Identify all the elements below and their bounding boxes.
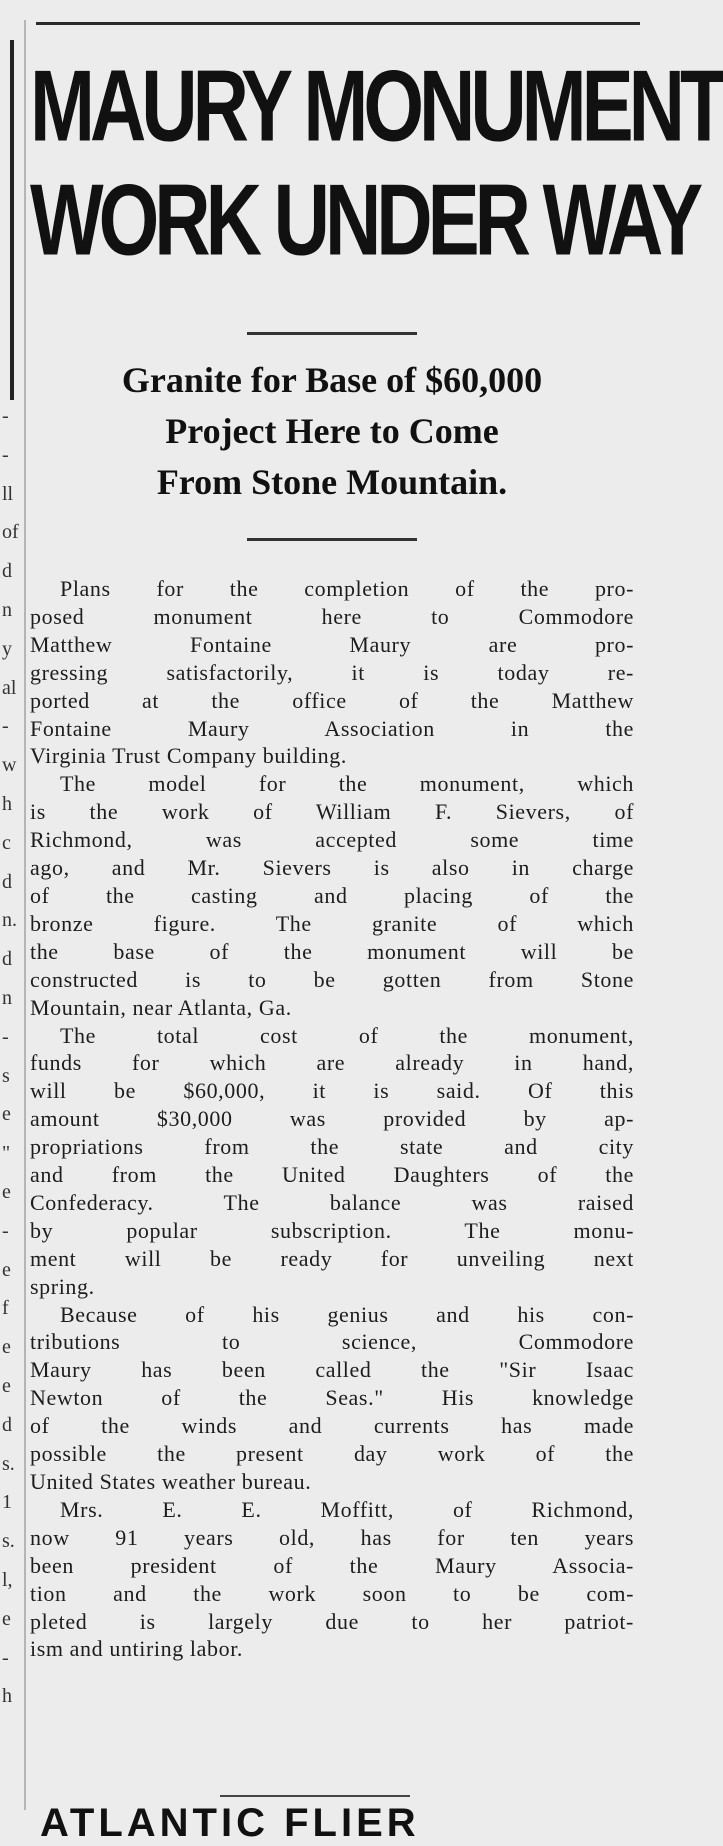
article-line: possible the present day work of the: [30, 1441, 634, 1467]
adjacent-column-fragment: -: [2, 1025, 9, 1048]
adjacent-column-fragment: d: [2, 948, 12, 971]
article-line: The total cost of the monument,: [60, 1022, 634, 1048]
article-paragraph: [30, 575, 634, 770]
subheadline-line-3: From Stone Mountain.: [156, 462, 508, 502]
article-paragraph: [30, 1301, 634, 1496]
adjacent-column-fragment: e: [2, 1103, 11, 1126]
headline-separator-rule: [247, 332, 417, 335]
adjacent-column-fragment: -: [2, 715, 9, 738]
article-body: [30, 575, 634, 1663]
article-line: Matthew Fontaine Maury are pro-: [30, 631, 634, 657]
adjacent-column-fragment: -: [2, 1646, 9, 1669]
subheadline-line-2: Project Here to Come: [165, 411, 499, 451]
article-line: ported at the office of the Matthew: [30, 687, 634, 713]
article-paragraph: [30, 770, 634, 1021]
adjacent-column-fragment: -: [2, 1219, 9, 1242]
article-line: and from the United Daughters of the: [30, 1162, 634, 1188]
article-line: amount $30,000 was provided by ap-: [30, 1106, 634, 1132]
end-of-article-rule: [220, 1795, 410, 1797]
adjacent-column-fragment: e: [2, 1181, 11, 1203]
article-line: Mrs. E. E. Moffitt, of Richmond,: [60, 1496, 634, 1522]
adjacent-column-fragment: -: [2, 405, 9, 427]
column-divider: [24, 20, 26, 1810]
article-line: posed monument here to Commodore: [30, 603, 634, 629]
article-line: Plans for the completion of the pro-: [60, 576, 634, 601]
adjacent-column-fragment: ll: [2, 482, 14, 505]
adjacent-column-fragment: e: [2, 1336, 11, 1359]
article-line: is the work of William F. Sievers, of: [30, 799, 634, 825]
article-line: Confederacy. The balance was raised: [30, 1189, 634, 1215]
headline-line-2: WORK UNDER WAY: [30, 162, 699, 277]
adjacent-column-fragment: s: [2, 1064, 10, 1087]
article-line: Virginia Trust Company building.: [30, 743, 347, 769]
adjacent-column-fragment: e: [2, 1607, 11, 1630]
article-line: pleted is largely due to her patriot-: [30, 1608, 634, 1634]
adjacent-column-fragment: e: [2, 1375, 11, 1397]
adjacent-column-fragment: n: [2, 599, 12, 621]
adjacent-column-fragment: f: [2, 1297, 9, 1320]
subheadline: [30, 355, 634, 508]
article-paragraph: [30, 1496, 634, 1663]
article-line: constructed is to be gotten from Stone: [30, 966, 634, 992]
adjacent-column-fragment: d: [2, 560, 12, 583]
article-line: Maury has been called the "Sir Isaac: [30, 1357, 634, 1383]
adjacent-column-fragment: e: [2, 1258, 11, 1281]
adjacent-column-fragment: y: [2, 637, 12, 660]
headline: [30, 48, 723, 277]
article: [30, 30, 723, 1663]
adjacent-column-fragment: n.: [2, 909, 17, 932]
article-line: Newton of the Seas." His knowledge: [30, 1385, 634, 1411]
adjacent-column-fragment: s.: [2, 1452, 15, 1475]
article-line: now 91 years old, has for ten years: [30, 1524, 634, 1550]
article-line: funds for which are already in hand,: [30, 1050, 634, 1076]
adjacent-column-fragment: h: [2, 1685, 12, 1708]
article-line: tion and the work soon to be com-: [30, 1580, 634, 1606]
adjacent-column-rule: [10, 40, 14, 400]
article-line: by popular subscription. The monu-: [30, 1217, 634, 1243]
article-line: propriations from the state and city: [30, 1134, 634, 1160]
adjacent-column-fragments: [0, 0, 22, 1823]
adjacent-column-fragment: w: [2, 754, 17, 777]
article-line: ment will be ready for unveiling next: [30, 1245, 634, 1271]
article-line: been president of the Maury Associa-: [30, 1552, 634, 1578]
article-paragraph: [30, 1022, 634, 1301]
article-line: gressing satisfactorily, it is today re-: [30, 659, 634, 685]
article-line: Mountain, near Atlanta, Ga.: [30, 994, 292, 1020]
next-article-headline-fragment: ATLANTIC FLIER: [40, 1801, 420, 1845]
adjacent-column-fragment: al: [2, 676, 17, 699]
adjacent-column-fragment: n: [2, 987, 12, 1009]
article-line: tributions to science, Commodore: [30, 1329, 634, 1355]
adjacent-column-fragment: l,: [2, 1569, 13, 1591]
adjacent-column-fragment: d: [2, 1413, 12, 1436]
article-line: will be $60,000, it is said. Of this: [30, 1078, 634, 1104]
adjacent-column-fragment: -: [2, 443, 9, 466]
adjacent-column-fragment: ": [2, 1142, 11, 1165]
article-line: spring.: [30, 1273, 95, 1299]
article-line: the base of the monument will be: [30, 938, 634, 964]
headline-line-1: MAURY MONUMENT: [30, 48, 723, 163]
article-line: bronze figure. The granite of which: [30, 910, 634, 936]
adjacent-column-fragment: 1: [2, 1491, 12, 1514]
subheadline-line-1: Granite for Base of $60,000: [121, 360, 543, 400]
adjacent-column-fragment: s.: [2, 1530, 15, 1553]
article-line: United States weather bureau.: [30, 1469, 312, 1494]
article-line: Because of his genius and his con-: [60, 1301, 634, 1327]
adjacent-column-fragment: c: [2, 831, 11, 854]
article-line: of the winds and currents has made: [30, 1413, 634, 1439]
article-line: ism and untiring labor.: [30, 1636, 244, 1662]
article-line: ago, and Mr. Sievers is also in charge: [30, 855, 634, 881]
article-line: The model for the monument, which: [60, 771, 634, 797]
article-line: Fontaine Maury Association in the: [30, 715, 634, 741]
adjacent-column-fragment: d: [2, 870, 12, 893]
article-line: of the casting and placing of the: [30, 882, 634, 908]
top-rule: [36, 22, 640, 25]
article-line: Richmond, was accepted some time: [30, 827, 634, 853]
subheadline-separator-rule: [247, 538, 417, 541]
adjacent-column-fragment: of: [2, 521, 19, 544]
adjacent-column-fragment: h: [2, 793, 12, 815]
